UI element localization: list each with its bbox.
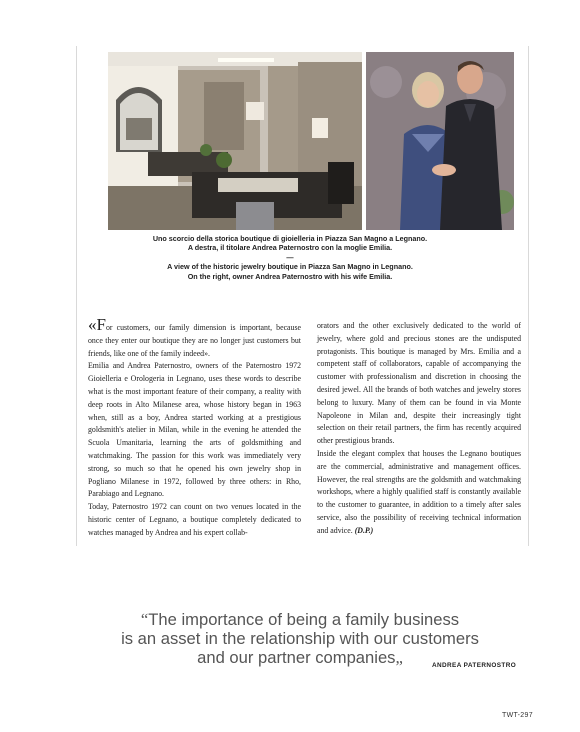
drop-cap: F	[96, 315, 106, 334]
article-paragraph	[317, 448, 521, 538]
pull-quote-line	[60, 610, 540, 629]
article-paragraph	[88, 315, 301, 360]
pull-quote-author: ANDREA PATERNOSTRO	[432, 662, 517, 669]
photo-caption	[100, 234, 480, 281]
article-left-column	[88, 315, 301, 540]
caption-italian-line-1: Uno scorcio della storica boutique di gioielleria in Piazza San Magno a Legnano.	[152, 234, 428, 243]
page-number: TWT-297	[502, 712, 533, 719]
boutique-interior-photo	[108, 52, 362, 230]
caption-separator: —	[286, 252, 294, 262]
caption-english-line-1: A view of the historic jewelry boutique in Piazza San Magno in Legnano.	[167, 262, 413, 272]
quote-open-mark: “	[140, 610, 149, 629]
author-signature: (D.P.)	[354, 525, 374, 535]
opening-quote-mark: «	[88, 315, 97, 334]
quote-close-mark: „	[395, 648, 403, 667]
pull-quote-text: The importance of being a family business	[148, 610, 460, 629]
article-paragraph-text: Inside the elegant complex that houses the Legnano boutiques are the commercial, administrative and management offices. However, the real strengths are the goldsmith and watchmaking workshops, where a highly qualified staff is constantly available to the customer to guarantee, in addition to a timely after sales service, also the possibility of receiving technical information and advice.	[317, 448, 521, 535]
pull-quote	[60, 610, 540, 667]
left-column-rule	[76, 46, 77, 546]
article-paragraph-text: or customers, our family dimension is important, because once they enter our boutique they are no longer just customers but friends, like one of the family indeed».	[88, 323, 301, 358]
caption-english-line-2: On the right, owner Andrea Paternostro with his wife Emilia.	[187, 271, 393, 281]
owners-portrait-photo	[366, 52, 514, 230]
article-right-column	[317, 320, 521, 538]
pull-quote-text: and our partner companies	[197, 648, 396, 667]
caption-italian-line-2: A destra, il titolare Andrea Paternostro con la moglie Emilia.	[187, 243, 393, 253]
pull-quote-line: is an asset in the relationship with our customers	[121, 629, 479, 648]
article-paragraph: Emilia and Andrea Paternostro, owners of the Paternostro 1972 Gioielleria e Orologeria in Legnano, uses these words to describe what is the most important feature of their company, a reality with deep roots in Alto Milanese area, whose history began in 1963 when, still as a boy, Andrea started working at a prestigious goldsmith's atelier in Milan, while in the evening he attended the Scuola Umanitaria, learning the arts of goldsmithing and watchmaking. The passion for this work was immediately very strong, so much so that he opened his own jewelry shop in Pogliano Milanese in 1972, followed by three others: in Rho, Parabiago and Legnano.	[88, 361, 301, 499]
right-column-rule	[528, 46, 529, 546]
article-paragraph: orators and the other exclusively dedicated to the world of jewelry, where gold and precious stones are the undisputed protagonists. This boutique is managed by Mrs. Emilia and a competent staff of collaborators, capable of accompanying the customer with professionalism and discretion in choosing the desired jewel. All the brands of both watches and jewelry stores belong to luxury. Many of them can be found in via Monte Napoleone in Milan and, despite their increasingly tight selection on their retail partners, the firm has recently acquired other prestigious brands.	[317, 321, 521, 446]
article-paragraph: Today, Paternostro 1972 can count on two venues located in the historic center of Legnano, a boutique completely dedicated to watches managed by Andrea and his expert collab-	[88, 502, 301, 537]
